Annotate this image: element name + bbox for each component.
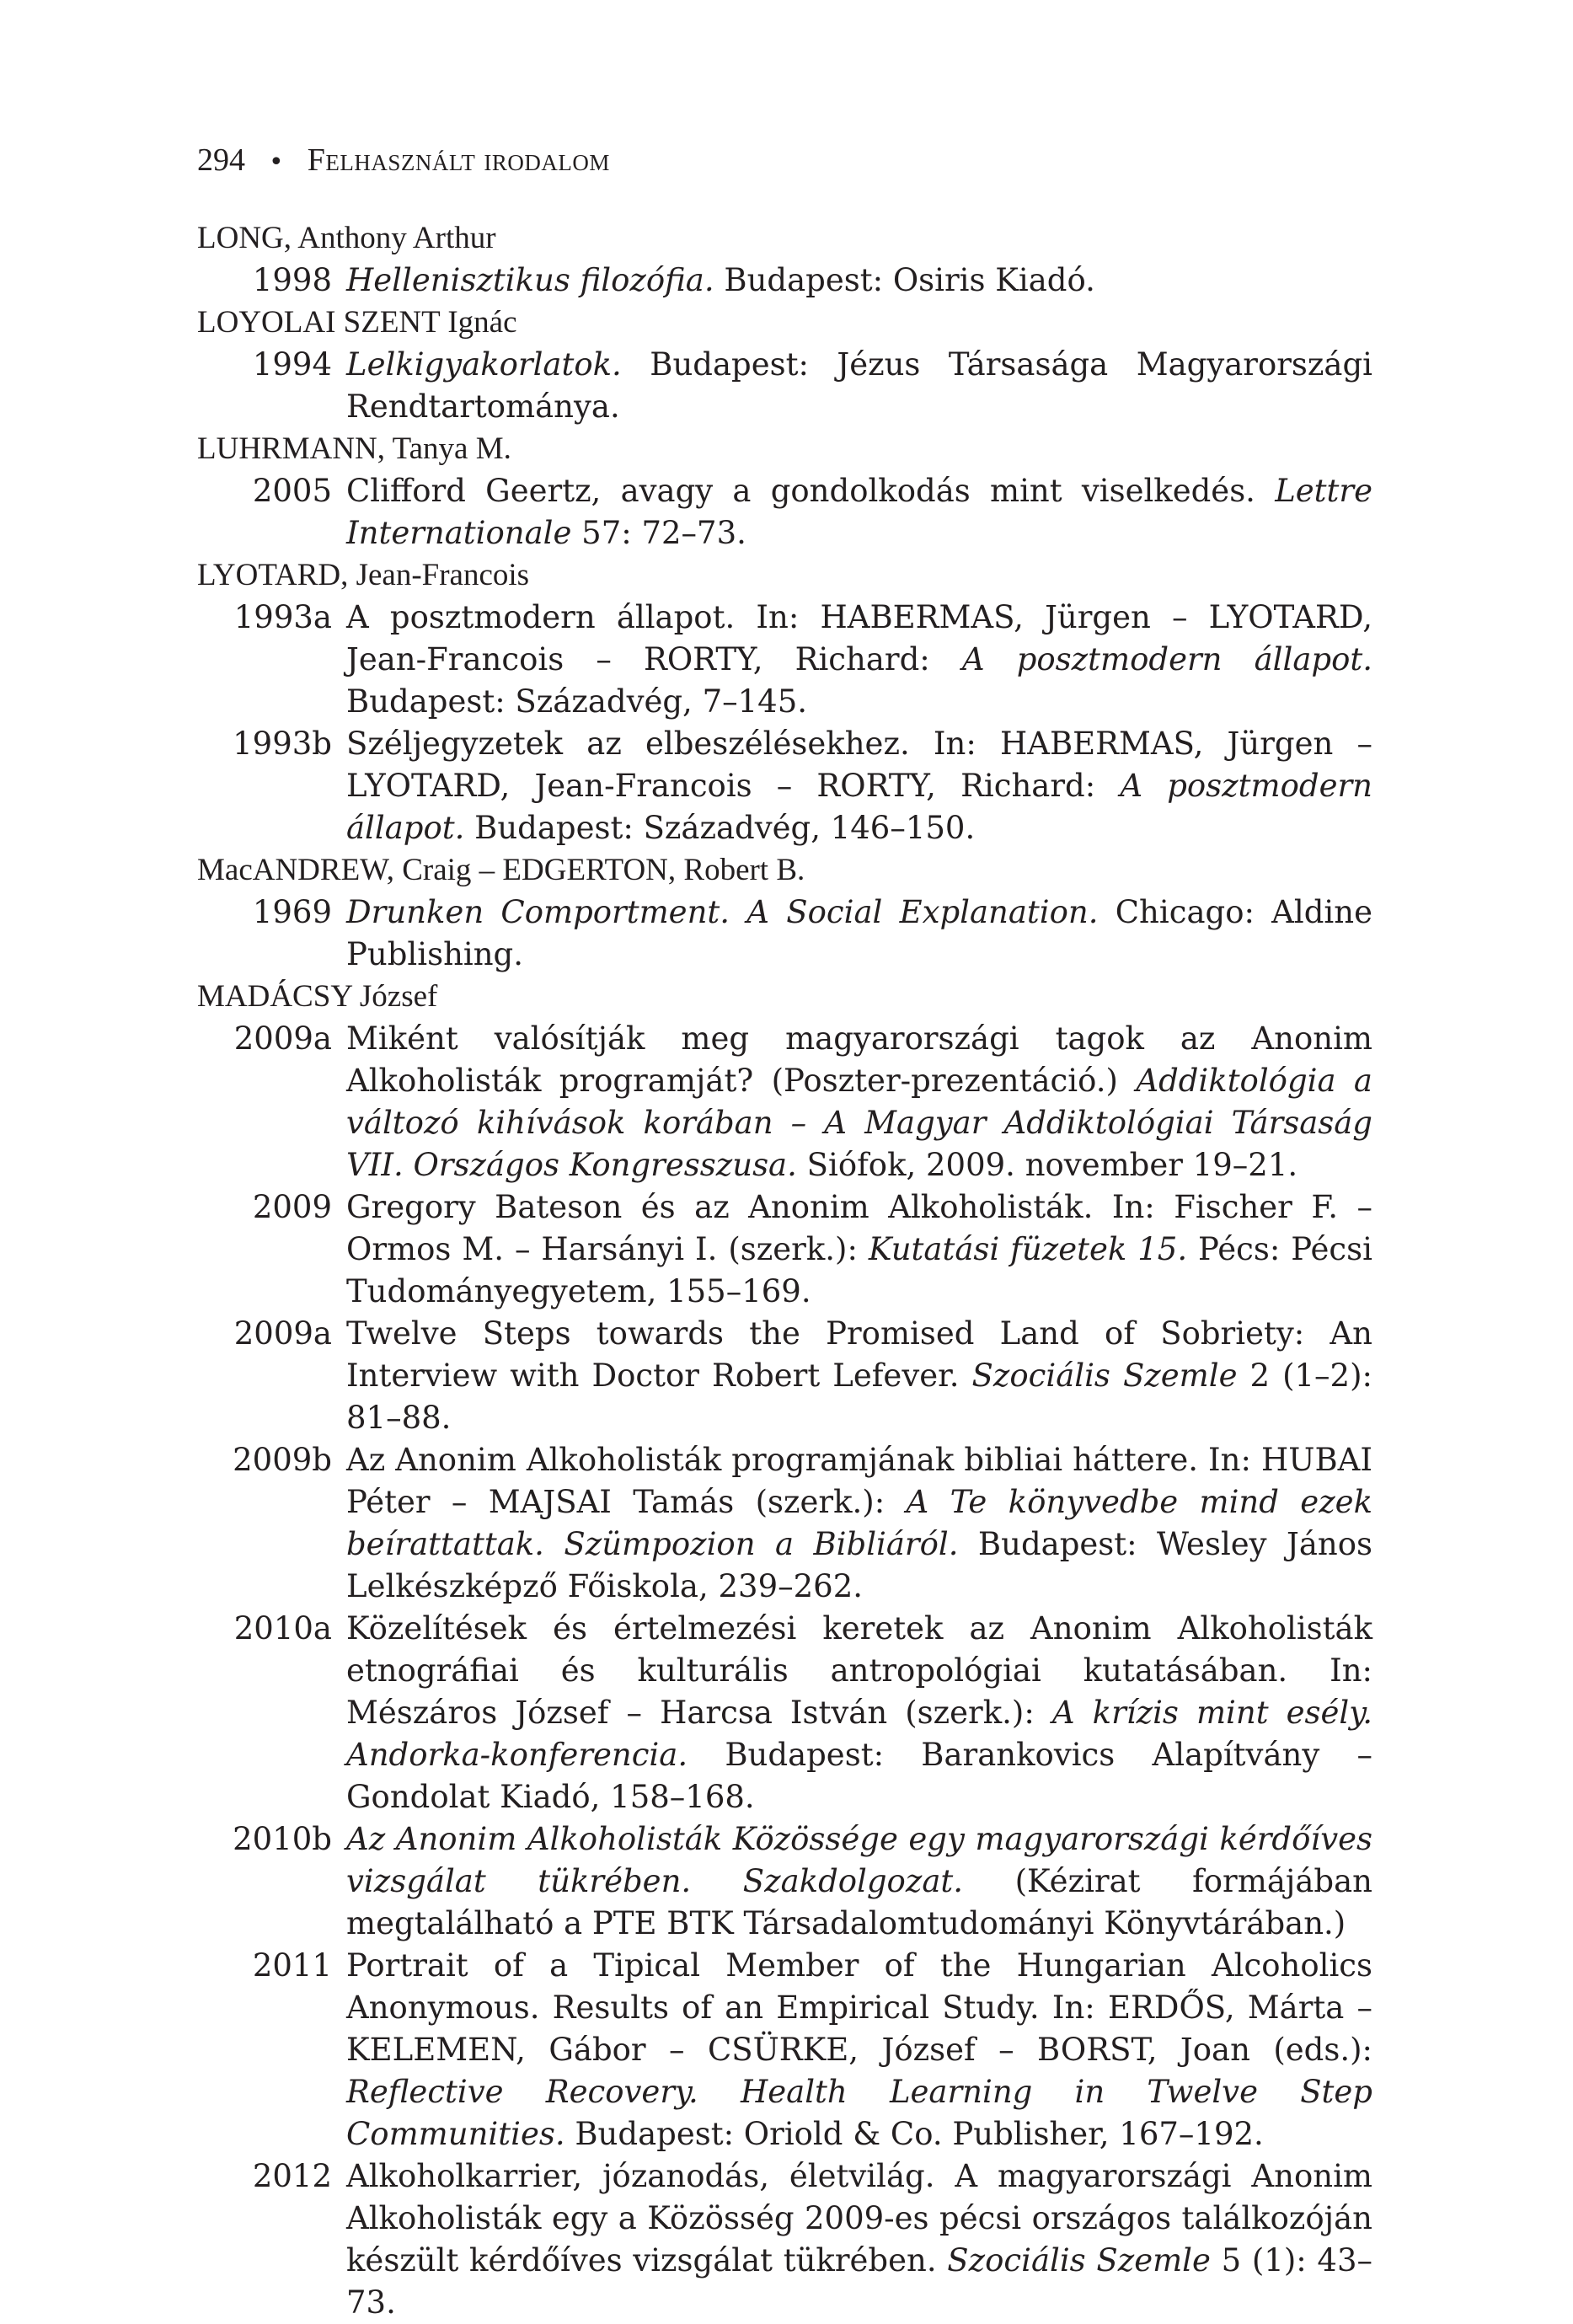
bib-entry	[197, 1313, 1372, 1439]
reference-text: 2 (1–2): 81–88.	[346, 1357, 1373, 1436]
bib-entry	[197, 260, 1372, 302]
reference-title: Lettre Internationale	[346, 473, 1372, 551]
bib-entry-reference	[346, 1945, 1372, 2155]
section-title: Felhasznált irodalom	[307, 142, 610, 178]
reference-title: A krízis mint esély. Andorka-konferencia.	[346, 1695, 1372, 1773]
bib-entry-year: 2010a	[233, 1610, 332, 1647]
bib-entry	[197, 723, 1372, 849]
reference-text: Chicago: Aldine Publishing.	[346, 894, 1372, 972]
bib-entry	[197, 1945, 1372, 2155]
reference-text: Alkoholkarrier, józanodás, életvilág. A magyarországi Anonim Alkoholisták egy a Közösség 2009-es pécsi országos találkozóján készült kérdőíves vizsgálat tükrében.	[346, 2158, 1372, 2278]
bib-author: LOYOLAI SZENT Ignác	[197, 305, 517, 340]
reference-text: Budapest: Századvég, 7–145.	[346, 683, 807, 720]
bib-entry-year: 2009a	[233, 1020, 332, 1057]
bib-author: MacANDREW, Craig – EDGERTON, Robert B.	[197, 853, 805, 887]
reference-title: Szociális Szemle	[947, 2242, 1211, 2278]
bib-author: MADÁCSY József	[197, 979, 438, 1014]
bib-entry-year: 1993a	[233, 599, 332, 635]
reference-title: Kutatási füzetek 15.	[868, 1231, 1188, 1267]
reference-text: Széljegyzetek az elbeszélésekhez. In: HABERMAS, Jürgen – LYOTARD, Jean-Francois – RORTY, Richard:	[346, 726, 1372, 804]
bib-author: LYOTARD, Jean-Francois	[197, 558, 530, 592]
reference-title: Addiktológia a változó kihívások korában – A Magyar Addiktológiai Társaság VII. Országos Kongresszusa.	[346, 1063, 1372, 1183]
bib-entry	[197, 1439, 1372, 1608]
bib-entry-reference	[346, 892, 1372, 976]
bib-entry-reference	[346, 2155, 1372, 2324]
bib-entry-reference	[346, 344, 1372, 428]
bib-entry	[197, 470, 1372, 554]
bibliography-list	[197, 217, 1372, 2324]
reference-title: Lelkigyakorlatok.	[346, 346, 622, 383]
bib-entry	[197, 1818, 1372, 1945]
reference-text: Pécs: Pécsi Tudományegyetem, 155–169.	[346, 1231, 1372, 1309]
reference-text: Budapest: Barankovics Alapítvány – Gondolat Kiadó, 158–168.	[346, 1737, 1372, 1815]
bib-entry-year: 2009	[252, 1189, 332, 1225]
bib-entry-year: 1998	[252, 262, 332, 298]
bib-entry-year: 2009b	[233, 1442, 332, 1478]
reference-text: Portrait of a Tipical Member of the Hungarian Alcoholics Anonymous. Results of an Empirical Study. In: ERDŐS, Márta – KELEMEN, Gábor – CSÜRKE, József – BORST, Joan (eds.):	[346, 1947, 1372, 2068]
reference-title: Az Anonim Alkoholisták Közössége egy magyarországi kérdőíves vizsgálat tükrében. Szakdolgozat.	[346, 1821, 1372, 1899]
reference-text: A posztmodern állapot. In: HABERMAS, Jürgen – LYOTARD, Jean-Francois – RORTY, Richard:	[346, 599, 1372, 677]
bib-entry-reference	[346, 1018, 1372, 1186]
bib-entry-year: 2009a	[233, 1315, 332, 1352]
bib-entry-reference	[346, 1608, 1372, 1818]
bib-entry	[197, 597, 1372, 723]
bib-entry-reference	[346, 1313, 1372, 1439]
bib-entry	[197, 344, 1372, 428]
bib-entry-year: 2010b	[233, 1821, 332, 1857]
reference-title: A Te könyvedbe mind ezek beírattattak. Szümpozion a Bibliáról.	[346, 1484, 1373, 1562]
bib-entry-year: 2011	[252, 1947, 332, 1984]
bib-entry	[197, 1186, 1372, 1313]
reference-text: Gregory Bateson és az Anonim Alkoholisták. In: Fischer F. – Ormos M. – Harsányi I. (szerk.):	[346, 1189, 1372, 1267]
bib-entry-reference	[346, 1186, 1372, 1313]
reference-title: A posztmodern állapot.	[961, 641, 1372, 677]
reference-text: Budapest: Oriold & Co. Publisher, 167–192.	[564, 2116, 1264, 2152]
bib-author: LUHRMANN, Tanya M.	[197, 431, 511, 466]
bib-entry-reference	[346, 723, 1372, 849]
reference-text: Clifford Geertz, avagy a gondolkodás mint viselkedés.	[346, 473, 1276, 509]
reference-title: Hellenisztikus filozófia.	[346, 262, 714, 298]
bib-entry-reference	[346, 1439, 1372, 1608]
bib-entry	[197, 2155, 1372, 2324]
page-number: 294	[197, 142, 245, 178]
reference-text: Budapest: Osiris Kiadó.	[714, 262, 1095, 298]
reference-text: Miként valósítják meg magyarországi tagok az Anonim Alkoholisták programját? (Poszter-prezentáció.)	[346, 1020, 1372, 1099]
reference-text: (Kézirat formájában megtalálható a PTE BTK Társadalomtudományi Könyvtárában.)	[346, 1863, 1372, 1941]
bib-entry-year: 1993b	[233, 726, 332, 762]
bib-entry	[197, 892, 1372, 976]
reference-text: Siófok, 2009. november 19–21.	[796, 1147, 1298, 1183]
reference-title: Reflective Recovery. Health Learning in Twelve Step Communities.	[346, 2074, 1372, 2152]
bib-entry-year: 1994	[252, 346, 332, 383]
bib-entry-reference	[346, 470, 1372, 554]
reference-title: Szociális Szemle	[971, 1357, 1238, 1394]
bib-author: LONG, Anthony Arthur	[197, 221, 496, 255]
reference-text: 5 (1): 43–73.	[346, 2242, 1372, 2321]
bib-entry-year: 1969	[252, 894, 332, 930]
bib-entry-reference	[346, 597, 1372, 723]
running-header	[197, 135, 610, 188]
reference-text: Twelve Steps towards the Promised Land of Sobriety: An Interview with Doctor Robert Lefever.	[346, 1315, 1372, 1394]
bib-entry-year: 2012	[252, 2158, 332, 2194]
reference-text: Közelítések és értelmezési keretek az Anonim Alkoholisták etnográfiai és kulturális antropológiai kutatásában. In: Mészáros József – Harcsa István (szerk.):	[346, 1610, 1372, 1731]
reference-text: Budapest: Századvég, 146–150.	[464, 810, 976, 846]
bib-entry-reference	[346, 1818, 1372, 1945]
reference-text: 57: 72–73.	[571, 515, 746, 551]
reference-title: Drunken Comportment. A Social Explanation.	[346, 894, 1099, 930]
bib-entry-reference	[346, 260, 1372, 302]
bib-entry	[197, 1018, 1372, 1186]
reference-text: Budapest: Jézus Társasága Magyarországi Rendtartománya.	[346, 346, 1372, 425]
header-bullet: •	[269, 147, 284, 177]
bib-entry-year: 2005	[252, 473, 332, 509]
reference-text: Budapest: Wesley János Lelkészképző Főiskola, 239–262.	[346, 1526, 1373, 1604]
bib-entry	[197, 1608, 1372, 1818]
reference-text: Az Anonim Alkoholisták programjának bibliai háttere. In: HUBAI Péter – MAJSAI Tamás (szerk.):	[346, 1442, 1372, 1520]
reference-title: A posztmodern állapot.	[346, 768, 1372, 846]
